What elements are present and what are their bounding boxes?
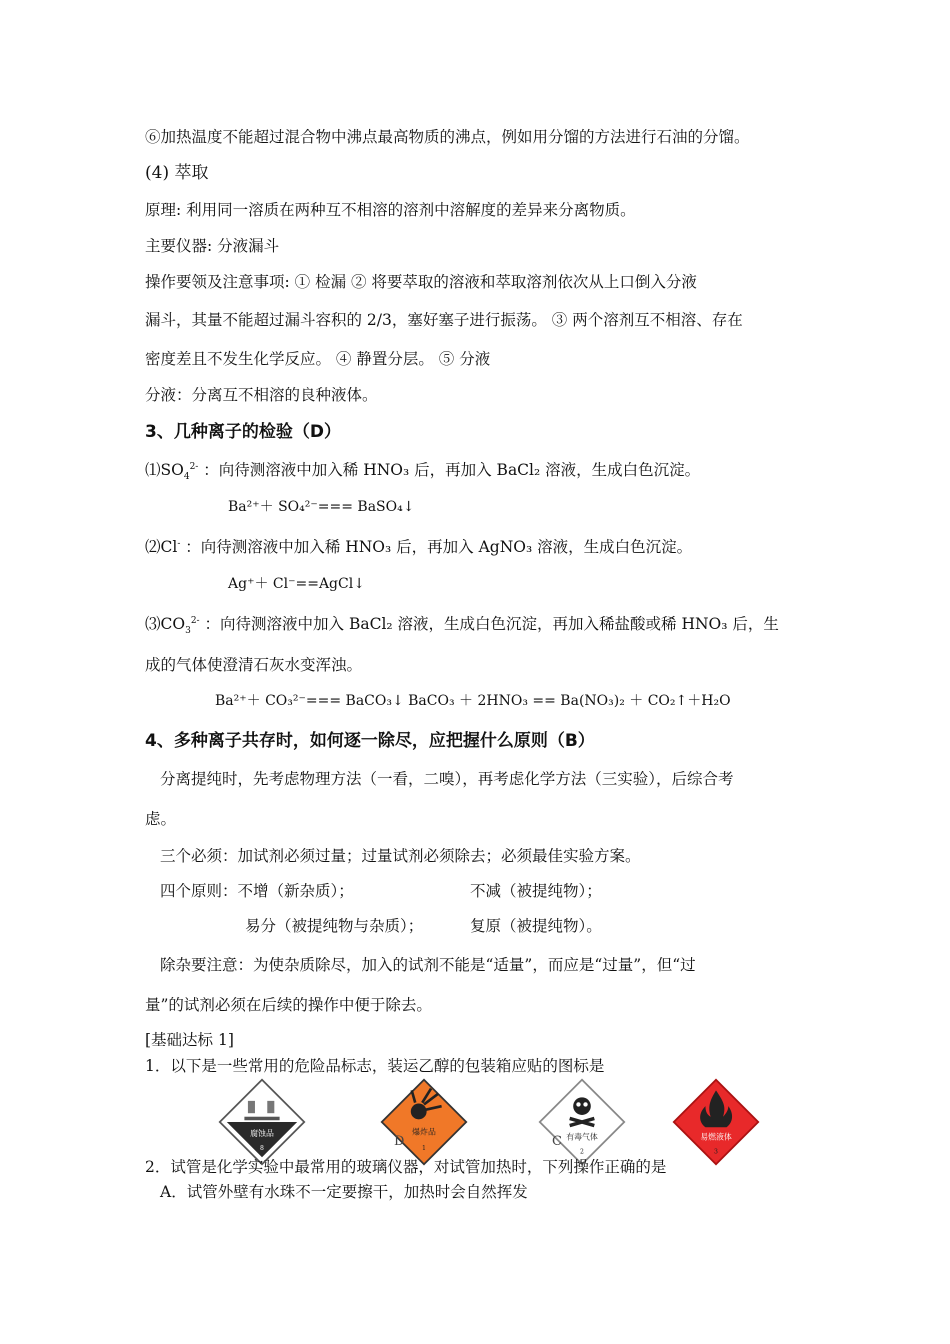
sign-number: 3 — [714, 1148, 718, 1156]
text-line: 复原（被提纯物）。 — [470, 917, 602, 935]
ion-formula: ⑵Cl — [145, 538, 178, 556]
ion-test-text: ：向待测溶液中加入稀 HNO₃ 后，再加入 AgNO₃ 溶液，生成白色沉淀。 — [180, 538, 693, 556]
text-line: 三个必须：加试剂必须过量；过量试剂必须除去；必须最佳实验方案。 — [160, 847, 641, 865]
text-line: 四个原则：不增（新杂质）； — [160, 882, 354, 900]
text-line: 密度差且不发生化学反应。 ④ 静置分层。 ⑤ 分液 — [145, 350, 491, 368]
equation: Ba²⁺＋ CO₃²⁻=== BaCO₃↓ BaCO₃ ＋ 2HNO₃ == Ba(NO₃)₂ ＋ CO₂↑＋H₂O — [215, 693, 731, 709]
section-heading: 3、几种离子的检验（D） — [145, 422, 341, 442]
ion-formula: ⑶CO — [145, 615, 186, 633]
subscript: 3 — [185, 626, 191, 637]
section-heading: 4、多种离子共存时，如何逐一除尽，应把握什么原则（B） — [145, 731, 595, 751]
exercise-title: [基础达标 1] — [145, 1031, 234, 1049]
question-2: 2．试管是化学实验中最常用的玻璃仪器，对试管加热时，下列操作正确的是 — [145, 1158, 667, 1176]
option-letter-d: D — [394, 1134, 405, 1149]
superscript: - — [177, 538, 181, 549]
sign-label: 爆炸品 — [412, 1127, 436, 1137]
sign-label: 腐蚀品 — [250, 1129, 274, 1139]
text-line: 量”的试剂必须在后续的操作中便于除去。 — [145, 996, 432, 1014]
sign-label: 有毒气体 — [566, 1132, 598, 1142]
ion-test-text: ：向待测溶液中加入 BaCl₂ 溶液，生成白色沉淀，再加入稀盐酸或稀 HNO₃ 后，生 — [199, 615, 779, 633]
equation: Ba²⁺＋ SO₄²⁻=== BaSO₄↓ — [228, 499, 415, 515]
superscript: 2- — [189, 461, 199, 472]
sign-number: 2 — [580, 1148, 584, 1156]
ion-test-line — [145, 537, 692, 557]
corrosive-sign-icon — [218, 1078, 306, 1166]
ion-test-line — [145, 614, 779, 637]
option-a: A．试管外壁有水珠不一定要擦干，加热时会自然挥发 — [160, 1183, 528, 1201]
flammable-liquid-sign-icon — [672, 1078, 760, 1166]
ion-test-line — [145, 460, 701, 483]
text-line: ⑥加热温度不能超过混合物中沸点最高物质的沸点，例如用分馏的方法进行石油的分馏。 — [145, 128, 750, 146]
text-line: 除杂要注意：为使杂质除尽，加入的试剂不能是“适量”，而应是“过量”，但“过 — [160, 956, 696, 974]
text-line: 操作要领及注意事项: ① 检漏 ② 将要萃取的溶液和萃取溶剂依次从上口倒入分液 — [145, 273, 697, 291]
sign-number: 8 — [260, 1145, 264, 1153]
text-line: 原理: 利用同一溶质在两种互不相溶的溶剂中溶解度的差异来分离物质。 — [145, 201, 636, 219]
subscript: 4 — [183, 472, 190, 483]
text-line: 漏斗，其量不能超过漏斗容积的 2/3，塞好塞子进行振荡。 ③ 两个溶剂互不相溶、存在 — [145, 311, 743, 329]
text-line: 成的气体使澄清石灰水变浑浊。 — [145, 656, 363, 674]
toxic-gas-sign-icon — [538, 1078, 626, 1166]
text-line: 虑。 — [145, 810, 177, 828]
text-line: 主要仪器: 分液漏斗 — [145, 237, 280, 255]
section-heading: (4) 萃取 — [145, 163, 209, 183]
ion-test-text: ：向待测溶液中加入稀 HNO₃ 后，再加入 BaCl₂ 溶液，生成白色沉淀。 — [198, 461, 701, 479]
equation: Ag⁺＋ Cl⁻==AgCl↓ — [228, 576, 365, 592]
text-line: 分液：分离互不相溶的良种液体。 — [145, 386, 378, 404]
explosive-sign-icon — [380, 1078, 468, 1166]
text-line: 分离提纯时，先考虑物理方法（一看，二嗅），再考虑化学方法（三实验），后综合考 — [160, 770, 734, 788]
sign-label: 易燃液体 — [700, 1132, 732, 1142]
option-letter-c: C — [552, 1134, 562, 1149]
superscript: 2- — [190, 615, 200, 626]
ion-formula: ⑴SO — [145, 461, 184, 479]
text-line: 不减（被提纯物）； — [470, 882, 602, 900]
question-1: 1．以下是一些常用的危险品标志，装运乙醇的包装箱应贴的图标是 — [145, 1057, 605, 1075]
text-line: 易分（被提纯物与杂质）； — [245, 917, 424, 935]
sign-number: 1 — [422, 1145, 426, 1153]
